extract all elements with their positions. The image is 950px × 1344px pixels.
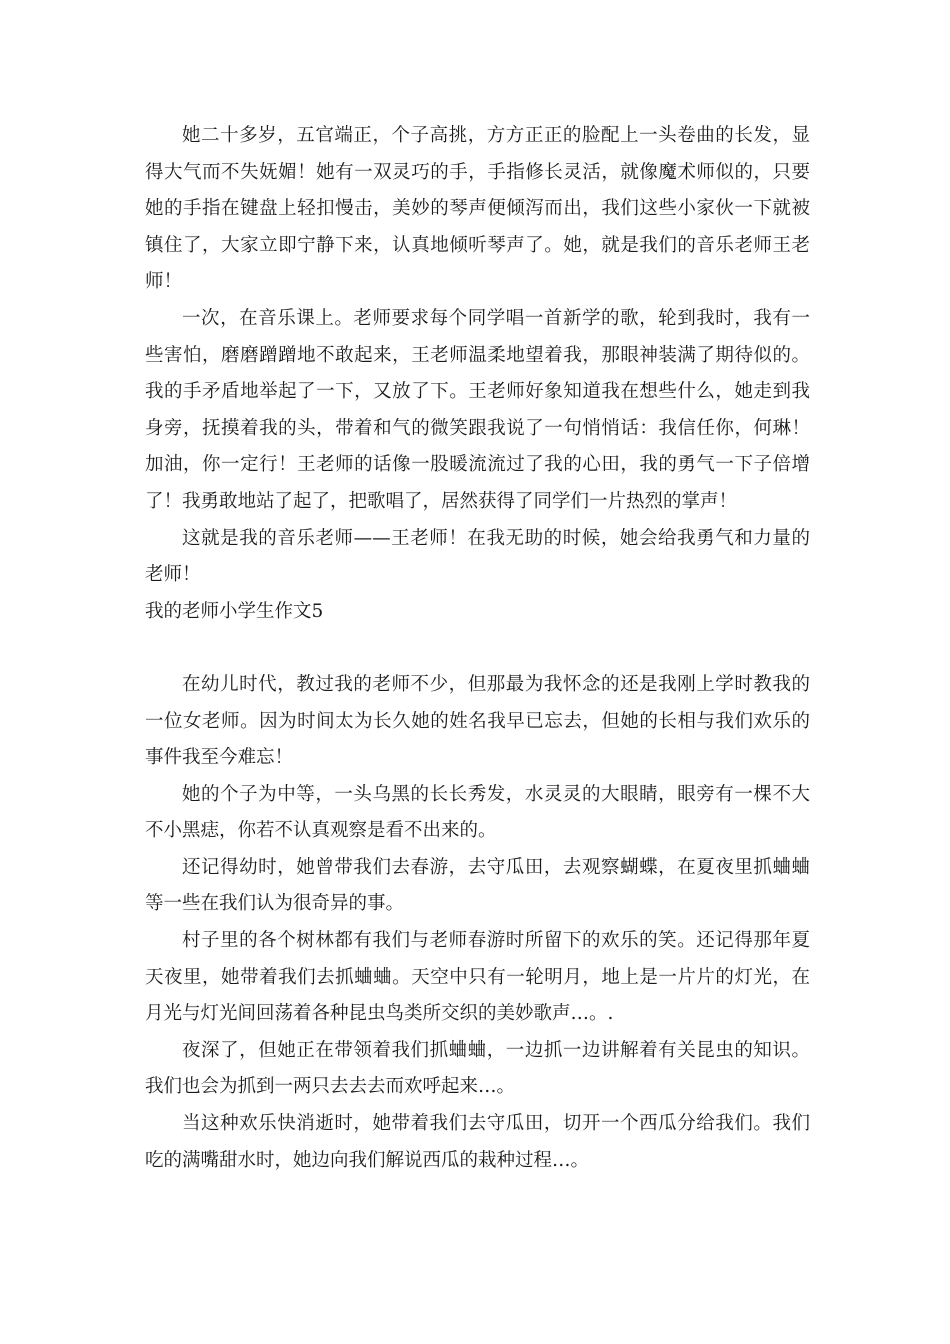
essay-title: 我的老师小学生作文5 [145,600,324,622]
paragraph: 在幼儿时代，教过我的老师不少，但那最为我怀念的还是我刚上学时教我的一位女老师。因为时间太为长久她的姓名我早已忘去，但她的长相与我们欢乐的事件我至今难忘！ [145,673,810,769]
blank-line [145,630,810,667]
document-page [145,118,810,1179]
paragraph: 夜深了，但她正在带领着我们抓蛐蛐，一边抓一边讲解着有关昆虫的知识。我们也会为抓到一两只去去去而欢呼起来…。 [145,1039,810,1098]
paragraph: 她二十多岁，五官端正，个子高挑，方方正正的脸配上一头卷曲的长发，显得大气而不失妩媚！她有一双灵巧的手，手指修长灵活，就像魔术师似的，只要她的手指在键盘上轻扣慢击，美妙的琴声便倾泻而出，我们这些小家伙一下就被镇住了，大家立即宁静下来，认真地倾听琴声了。她，就是我们的音乐老师王老师！ [145,125,810,293]
paragraph: 村子里的各个树林都有我们与老师春游时所留下的欢乐的笑。还记得那年夏天夜里，她带着我们去抓蛐蛐。天空中只有一轮明月，地上是一片片的灯光，在月光与灯光间回荡着各种昆虫鸟类所交织的美妙歌声…。. [145,930,810,1025]
paragraph: 这就是我的音乐老师——王老师！在我无助的时候，她会给我勇气和力量的老师！ [145,527,810,586]
paragraph: 她的个子为中等，一头乌黑的长长秀发，水灵灵的大眼睛，眼旁有一棵不大不小黑痣，你若不认真观察是看不出来的。 [145,783,810,842]
paragraph: 当这种欢乐快消逝时，她带着我们去守瓜田，切开一个西瓜分给我们。我们吃的满嘴甜水时，她边向我们解说西瓜的栽种过程…。 [145,1113,810,1171]
paragraph: 还记得幼时，她曾带我们去春游，去守瓜田，去观察蝴蝶，在夏夜里抓蛐蛐等一些在我们认为很奇异的事。 [145,856,810,915]
paragraph: 一次，在音乐课上。老师要求每个同学唱一首新学的歌，轮到我时，我有一些害怕，磨磨蹭蹭地不敢起来，王老师温柔地望着我，那眼神装满了期待似的。我的手矛盾地举起了一下，又放了下。王老师好象知道我在想些什么，她走到我身旁，抚摸着我的头，带着和气的微笑跟我说了一句悄悄话：我信任你，何琳！加油，你一定行！王老师的话像一股暖流流过了我的心田，我的勇气一下子倍增了！我勇敢地站了起了，把歌唱了，居然获得了同学们一片热烈的掌声！ [145,307,810,512]
